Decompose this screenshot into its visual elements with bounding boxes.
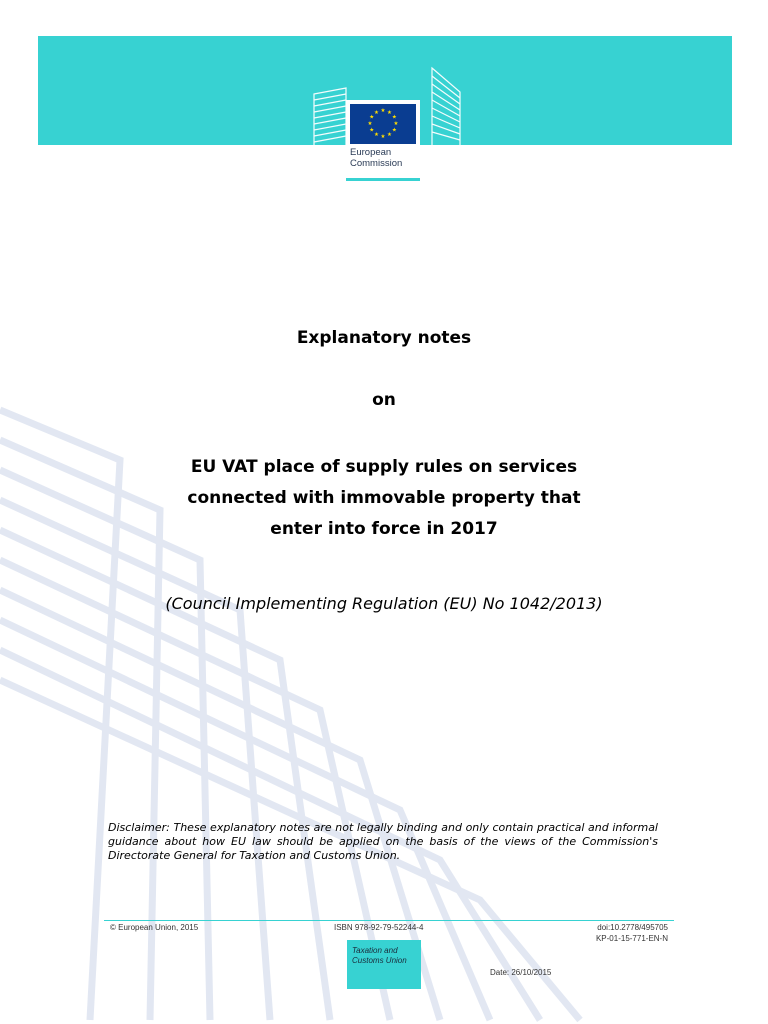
regulation-reference: (Council Implementing Regulation (EU) No 1042/2013) <box>165 594 603 613</box>
catalogue-number: KP-01-15-771-EN-N <box>595 934 668 943</box>
publication-date: Date: 26/10/2015 <box>490 968 552 977</box>
svg-text:★: ★ <box>369 114 375 121</box>
taxation-customs-union-badge <box>347 940 421 989</box>
isbn-number: ISBN 978-92-79-52244-4 <box>334 923 424 932</box>
svg-text:★: ★ <box>387 109 392 116</box>
svg-text:★: ★ <box>369 127 375 134</box>
svg-text:★: ★ <box>391 127 397 134</box>
title-connector: on <box>372 390 396 410</box>
eu-flag-icon <box>350 104 416 144</box>
svg-text:★: ★ <box>387 132 392 139</box>
european-commission-logo <box>346 100 420 181</box>
doi-number: doi:10.2778/495705 <box>597 923 668 932</box>
document-subject <box>0 452 768 545</box>
svg-text:★: ★ <box>374 132 379 139</box>
svg-text:★: ★ <box>391 114 397 121</box>
copyright-notice: © European Union, 2015 <box>110 923 199 932</box>
logo-line-1: European <box>350 147 392 158</box>
svg-text:★: ★ <box>380 108 386 114</box>
svg-text:★: ★ <box>380 134 386 140</box>
badge-line-1: Taxation and <box>352 946 398 955</box>
disclaimer-text: Disclaimer: These explanatory notes are not legally binding and only contain practical and informal guidance about how EU law should be applied on the basis of the views of the Commission's Directorate General for Taxation and Customs Union. <box>108 821 658 862</box>
svg-text:★: ★ <box>393 121 399 127</box>
document-title: Explanatory notes <box>296 328 472 348</box>
logo-label <box>350 147 418 169</box>
svg-text:★: ★ <box>374 109 379 116</box>
subject-line-1: EU VAT place of supply rules on services <box>190 457 578 477</box>
subject-line-3: enter into force in 2017 <box>270 519 498 539</box>
subject-line-2: connected with immovable property that <box>187 488 581 508</box>
svg-text:★: ★ <box>367 121 373 127</box>
logo-line-2: Commission <box>350 158 403 169</box>
footer-divider <box>104 920 674 921</box>
badge-line-2: Customs Union <box>352 956 407 965</box>
